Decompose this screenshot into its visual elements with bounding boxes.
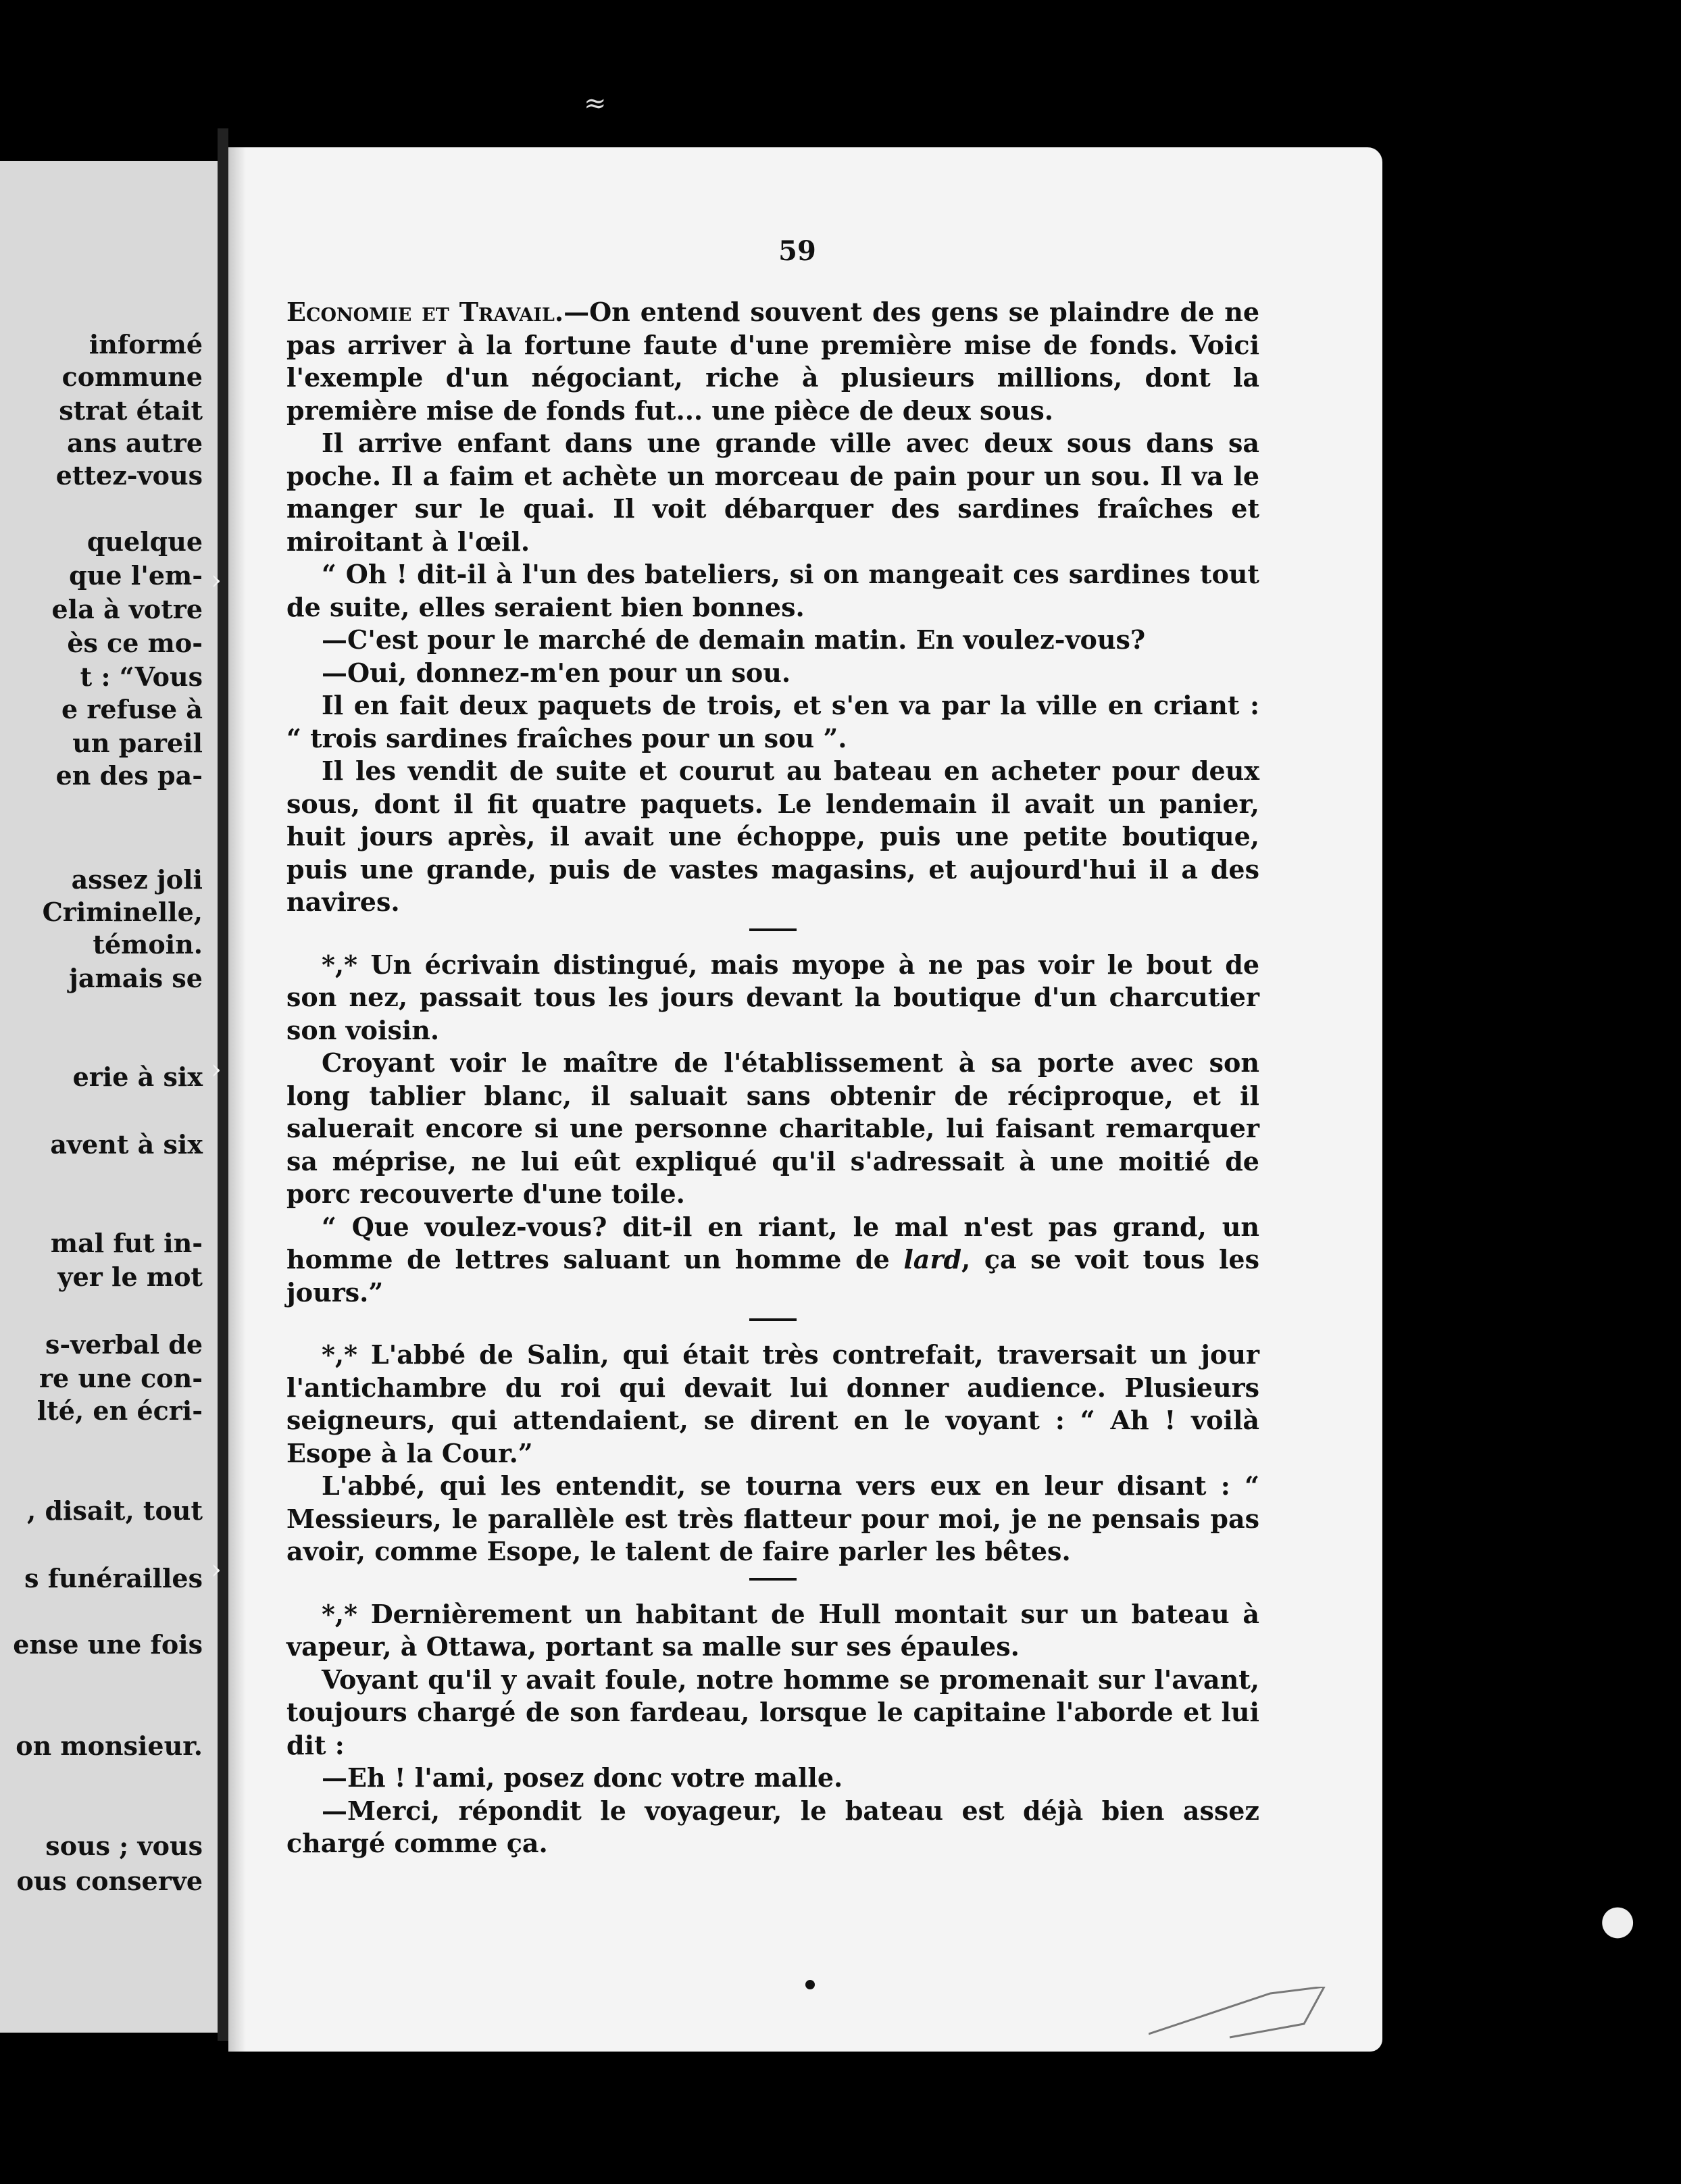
left-page-line: sous ; vous <box>45 1831 203 1861</box>
left-page-line: Criminelle, <box>42 897 203 927</box>
section-divider <box>749 928 797 931</box>
page-number: 59 <box>778 235 816 267</box>
left-page-line: mal fut in- <box>50 1228 203 1258</box>
left-page-line: ela à votre <box>51 594 203 624</box>
section-heading: Economie et Travail. <box>286 297 564 327</box>
left-page-line: un pareil <box>72 728 203 758</box>
left-page-line: re une con- <box>39 1363 203 1393</box>
left-page-line: ès ce mo- <box>67 628 203 658</box>
left-page-line: , disait, tout <box>26 1495 203 1526</box>
left-page-line: en des pa- <box>55 760 203 791</box>
left-page-line: quelque <box>86 526 203 557</box>
paragraph-text: , ça se voit tous les jours.” <box>286 1244 1259 1308</box>
left-page-line: ous conserve <box>16 1866 203 1896</box>
page-body <box>286 296 1259 1860</box>
binding-thread-mark: › <box>211 565 222 596</box>
left-page-line: témoin. <box>93 929 203 960</box>
folded-corner <box>1149 1987 1351 2041</box>
left-page-line: avent à six <box>50 1129 203 1160</box>
ink-speck: ≈ <box>584 88 607 119</box>
section-divider <box>749 1578 797 1581</box>
paragraph: Il en fait deux paquets de trois, et s'en va par la ville en criant : “ trois sardines fraîches pour un sou ”. <box>286 690 1259 753</box>
paragraph: *,* Un écrivain distingué, mais myope à ne pas voir le bout de son nez, passait tous les jours devant la boutique d'un charcutier son voisin. <box>286 949 1259 1045</box>
left-page-line: ense une fois <box>13 1629 203 1660</box>
left-page-line: s funérailles <box>24 1563 203 1593</box>
binding-thread-mark: › <box>211 1554 222 1585</box>
paragraph-economie-intro <box>286 296 1259 427</box>
paragraph: —Eh ! l'ami, posez donc votre malle. <box>322 1762 843 1793</box>
left-page-line: erie à six <box>72 1062 203 1092</box>
paragraph-quote <box>286 1211 1259 1310</box>
left-page-line: ans autre <box>67 428 203 458</box>
left-page-line: informé <box>89 329 203 359</box>
ink-speck: ● <box>1600 1896 1636 1943</box>
paragraph: —Merci, répondit le voyageur, le bateau est déjà bien assez chargé comme ça. <box>286 1795 1259 1858</box>
italic-word: lard <box>903 1244 962 1274</box>
section-divider <box>749 1318 797 1321</box>
paragraph: *,* Dernièrement un habitant de Hull montait sur un bateau à vapeur, à Ottawa, portant sa malle sur ses épaules. <box>286 1598 1259 1662</box>
left-page-line: e refuse à <box>61 694 203 724</box>
left-page-line: ettez-vous <box>55 460 203 491</box>
left-page-line: yer le mot <box>57 1262 203 1292</box>
paragraph-text: —On entend souvent des gens se plaindre de ne pas arriver à la fortune faute d'une première mise de fonds. Voici l'exemple d'un négociant, riche à plusieurs millions, dont la première mise de fonds fut... une pièce de deux sous. <box>286 297 1259 426</box>
paragraph: Il arrive enfant dans une grande ville avec deux sous dans sa poche. Il a faim et achète un morceau de pain pour un sou. Il va le manger sur le quai. Il voit débarquer des sardines fraîches et miroitant à l'œil. <box>286 428 1259 557</box>
paragraph: L'abbé, qui les entendit, se tourna vers eux en leur disant : “ Messieurs, le parallèle est très flatteur pour moi, je ne pensais pas avoir, comme Esope, le talent de faire parler les bêtes. <box>286 1470 1259 1566</box>
binding-thread-mark: › <box>211 1054 222 1085</box>
paragraph: *,* L'abbé de Salin, qui était très contrefait, traversait un jour l'antichambre du roi qui devait lui donner audience. Plusieurs seigneurs, qui attendaient, se dirent en le voyant : “ Ah ! voilà Esope à la Cour.” <box>286 1339 1259 1468</box>
page-shadow <box>228 147 246 2052</box>
paragraph: Il les vendit de suite et courut au bateau en acheter pour deux sous, dont il fit quatre paquets. Le lendemain il avait un panier, huit jours après, il avait une échoppe, puis une petite boutique, puis une grande, puis de vastes magasins, et aujourd'hui il a des navires. <box>286 755 1259 917</box>
left-page-line: strat était <box>59 395 203 426</box>
left-page-line: lté, en écri- <box>36 1395 203 1426</box>
ink-dot <box>805 1980 815 1989</box>
left-page-line: assez joli <box>71 864 203 895</box>
left-page-line: jamais se <box>69 963 203 993</box>
paragraph-text: “ Que voulez-vous? dit-il en riant, le mal n'est pas grand, un homme de lettres saluant un homme de <box>286 1211 1259 1274</box>
paragraph: —Oui, donnez-m'en pour un sou. <box>322 657 791 688</box>
paragraph: Croyant voir le maître de l'établissement à sa porte avec son long tablier blanc, il saluait sans obtenir de réciproque, et il saluerait encore si une personne charitable, lui faisant remarquer sa méprise, ne lui eût expliqué qu'il s'adressait à une moitié de porc recouverte d'une toile. <box>286 1047 1259 1209</box>
left-page-line: commune <box>61 362 203 392</box>
left-page <box>0 161 218 2033</box>
paragraph: Voyant qu'il y avait foule, notre homme se promenait sur l'avant, toujours chargé de son fardeau, lorsque le capitaine l'aborde et lui dit : <box>286 1664 1259 1760</box>
left-page-line: on monsieur. <box>16 1731 203 1761</box>
left-page-line: t : “Vous <box>80 662 203 692</box>
left-page-line: s-verbal de <box>45 1329 203 1360</box>
left-page-line: que l'em- <box>69 560 203 591</box>
paragraph: “ Oh ! dit-il à l'un des bateliers, si on mangeait ces sardines tout de suite, elles seraient bien bonnes. <box>286 559 1259 622</box>
paragraph: —C'est pour le marché de demain matin. En voulez-vous? <box>322 624 1146 655</box>
